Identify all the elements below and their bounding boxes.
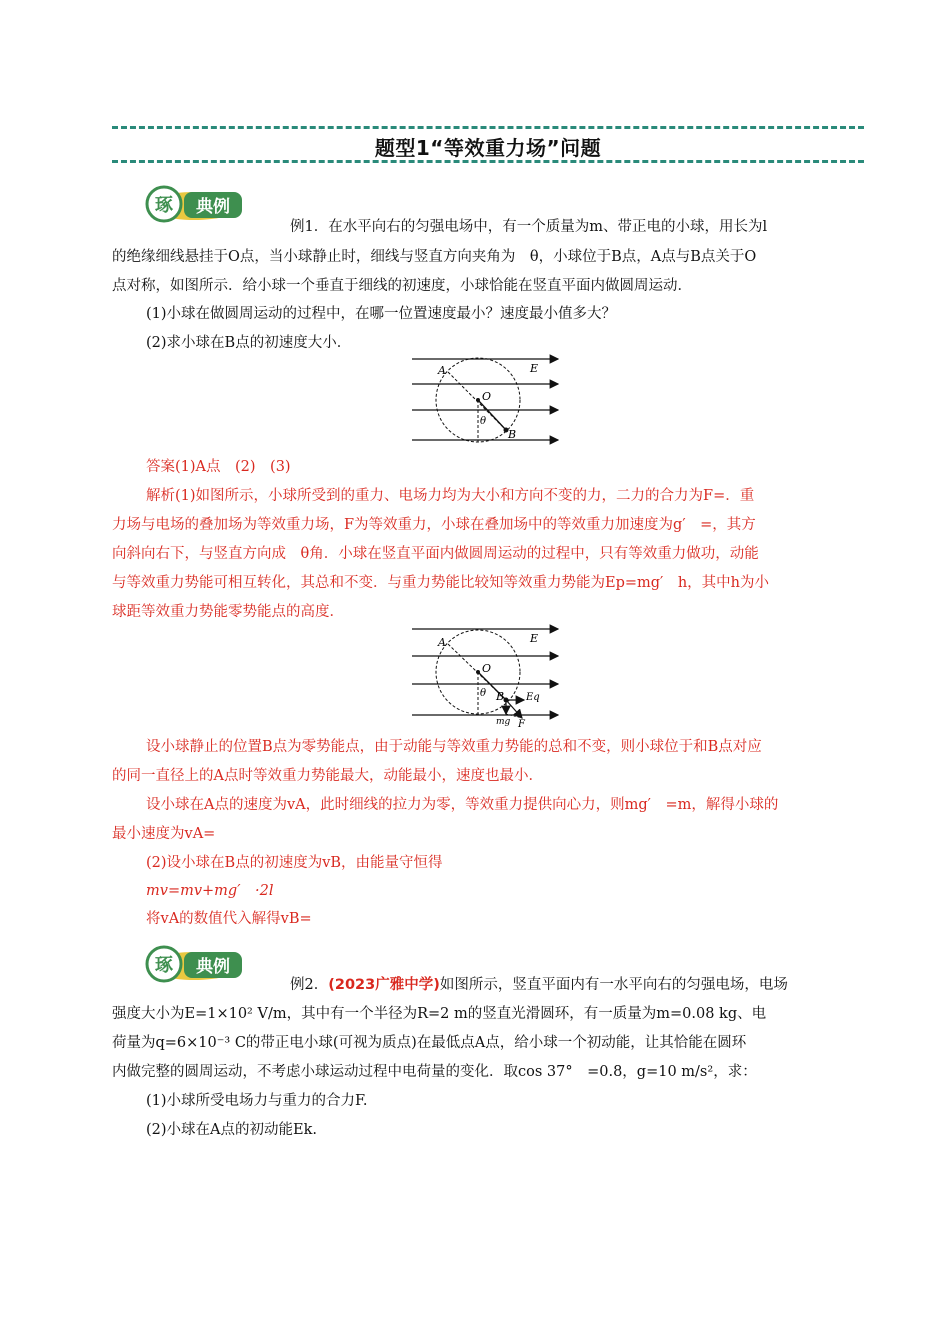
ex1-solution-10: (2)设小球在B点的初速度为vB，由能量守恒得 [146, 855, 443, 871]
example-badge-icon [144, 184, 244, 224]
svg-text:B: B [508, 428, 517, 441]
ex2-question-1: (1)小球所受电场力与重力的合力F. [146, 1093, 368, 1109]
ex1-solution-9: 最小速度为vA= [112, 826, 216, 842]
top-divider [112, 126, 864, 129]
ex1-solution-3: 向斜向右下，与竖直方向成 θ角．小球在竖直平面内做圆周运动的过程中，只有等效重力做功，动能 [112, 546, 759, 562]
ex1-line1: 例1．在水平向右的匀强电场中，有一个质量为m、带正电的小球，用长为l [290, 219, 768, 235]
svg-text:E: E [530, 362, 539, 375]
ex1-solution-6: 设小球静止的位置B点为零势能点，由于动能与等效重力势能的总和不变，则小球位于和B点对应 [146, 739, 762, 755]
ex1-line2: 的绝缘细线悬挂于O点，当小球静止时，细线与竖直方向夹角为 θ，小球位于B点，A点与B点关于O [112, 249, 757, 265]
ex1-solution-11: mv=mv+mg′ ·2l [146, 883, 274, 899]
figure-1 [412, 354, 562, 446]
svg-text:O: O [482, 390, 492, 403]
svg-text:琢: 琢 [155, 955, 173, 976]
example-badge-icon [144, 944, 244, 984]
ex1-line3: 点对称，如图所示．给小球一个垂直于细线的初速度，小球恰能在竖直平面内做圆周运动． [112, 278, 692, 294]
ex1-solution-8: 设小球在A点的速度为vA，此时细线的拉力为零，等效重力提供向心力，则mg′ =m，解得小球的 [146, 797, 779, 813]
ex1-solution-5: 球距等效重力势能零势能点的高度． [112, 604, 344, 620]
svg-text:A: A [438, 636, 446, 649]
ex2-source: (2023广雅中学) [328, 977, 440, 993]
svg-text:B: B [496, 690, 505, 703]
ex1-question-1: (1)小球在做圆周运动的过程中，在哪一位置速度最小？速度最小值多大？ [146, 306, 617, 322]
svg-text:典例: 典例 [196, 197, 230, 217]
bottom-divider [112, 160, 864, 163]
ex1-question-2: (2)求小球在B点的初速度大小． [146, 335, 352, 351]
svg-text:θ: θ [480, 416, 487, 427]
section-title: 题型1“等效重力场”问题 [374, 136, 602, 160]
ex2-line2: 强度大小为E=1×10² V/m，其中有一个半径为R=2 m的竖直光滑圆环，有一质量为m=0.08 kg、电 [112, 1006, 767, 1022]
svg-text:O: O [482, 662, 492, 675]
ex1-solution-7: 的同一直径上的A点时等效重力势能最大，动能最小，速度也最小． [112, 768, 543, 784]
ex2-line1-rest: 如图所示，竖直平面内有一水平向右的匀强电场，电场 [439, 977, 788, 993]
svg-text:E: E [530, 632, 539, 645]
svg-text:琢: 琢 [155, 195, 173, 216]
ex1-solution-1: 解析(1)如图所示，小球所受到的重力、电场力均为大小和方向不变的力，二力的合力为F=．重 [146, 488, 755, 504]
svg-text:θ: θ [480, 688, 487, 699]
ex1-solution-2: 力场与电场的叠加场为等效重力场，F为等效重力，小球在叠加场中的等效重力加速度为g′ =，其方 [112, 517, 756, 533]
svg-text:Eq: Eq [526, 692, 540, 703]
svg-text:F: F [518, 719, 525, 728]
ex1-solution-12: 将vA的数值代入解得vB= [146, 911, 312, 927]
ex2-question-2: (2)小球在A点的初动能Ek. [146, 1122, 317, 1138]
ex2-line3: 荷量为q=6×10⁻³ C的带正电小球(可视为质点)在最低点A点，给小球一个初动能，让其恰能在圆环 [112, 1035, 747, 1051]
figure-2 [412, 624, 562, 728]
ex1-solution-4: 与等效重力势能可相互转化，其总和不变．与重力势能比较知等效重力势能为Ep=mg′ h，其中h为小 [112, 575, 770, 591]
svg-text:mg: mg [496, 717, 511, 727]
ex1-answer: 答案(1)A点 (2) (3) [146, 459, 291, 475]
svg-text:典例: 典例 [196, 957, 230, 977]
svg-text:A: A [438, 364, 446, 377]
ex2-prefix: 例2． [290, 977, 329, 993]
ex2-line4: 内做完整的圆周运动，不考虑小球运动过程中电荷量的变化．取cos 37° =0.8，g=10 m/s²，求： [112, 1064, 757, 1080]
ex2-line1 [290, 970, 864, 1000]
